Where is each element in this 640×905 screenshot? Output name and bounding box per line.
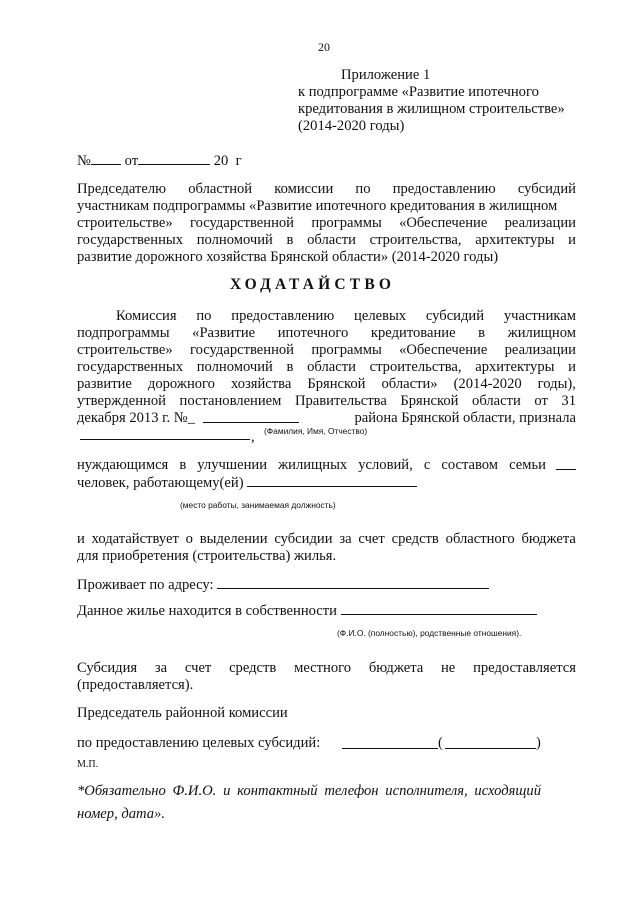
word: развитие [77,376,132,392]
word: бюджета [521,531,576,547]
word: субсидий [517,181,576,197]
word: счет [184,660,212,676]
footnote-line: номер, дата». [77,806,166,822]
word: о [185,531,193,547]
word: Ф.И.О. [172,783,217,799]
word: Комиссия [116,308,177,324]
footnote-line [77,782,541,800]
body-line [77,375,576,393]
number-blank [91,151,121,165]
word: программы [311,215,382,231]
word: программы [311,342,382,358]
addressee-line [77,214,576,232]
word: дорожного [147,376,215,392]
word: не [441,660,456,676]
word: Правительства [294,393,387,409]
word: 31 [561,393,576,409]
word: в [478,325,486,341]
word: полномочий [196,232,273,248]
word: строительства, [369,359,462,375]
word: улучшении [197,457,268,473]
word: субсидий [425,308,485,324]
word: Брянской [307,376,366,392]
word: исполнителя, [385,783,468,799]
chairman-title: Председатель районной комиссии [77,705,288,721]
ownership-line [77,601,537,620]
word: государственных [77,359,184,375]
word: исходящий [474,783,541,799]
word: за [154,660,168,676]
word: строительстве» [77,342,173,358]
word: от [534,393,548,409]
word: реализации [504,215,576,231]
subsidy-line: (предоставляется). [77,677,194,693]
word: ходатайствует [91,531,179,547]
fio-blank [80,439,250,440]
word: утвержденной [77,393,166,409]
year-suffix: г [235,153,242,169]
word: с [423,457,431,473]
appendix-line: к подпрограмме «Развитие ипотечного [298,84,539,100]
word: хозяйства [230,376,292,392]
work-blank [247,473,417,487]
word: области [307,232,356,248]
works-label: человек, работающему(ей) [77,475,244,491]
word: «Обеспечение [399,215,488,231]
word: жилищных [278,457,348,473]
word: подпрограммы [77,325,170,341]
word: государственной [189,215,294,231]
word: государственных [77,232,184,248]
appendix-title: Приложение 1 [341,67,431,83]
word: «Обеспечение [399,342,488,358]
word: области [472,393,521,409]
word: в [286,232,294,248]
body-line [77,392,576,410]
word: областного [445,531,515,547]
body-line [77,409,576,427]
word: комиссии [274,181,334,197]
word: *Обязательно [77,783,166,799]
word: Председателю [77,181,167,197]
addressee-line [77,180,576,198]
addressee-line [77,231,576,249]
word: предоставлению [392,181,496,197]
doc-number-line [77,151,242,170]
work-hint: (место работы, занимаемая должность) [180,500,336,510]
word: (2014-2020 [453,376,522,392]
word: участникам [503,308,576,324]
word: выделении [199,531,268,547]
word: жилищном [507,325,576,341]
signature-name-blank [445,748,536,749]
word: годы), [537,376,576,392]
body-line [77,530,576,548]
ownership-label: Данное жилье находится в собственности [77,603,337,619]
word: средств [391,531,439,547]
body-line [77,324,576,342]
word: средств [229,660,277,676]
word: и [77,531,85,547]
word: субсидии [274,531,333,547]
subsidy-line [77,659,576,677]
word: полномочий [196,359,273,375]
signature-open-paren: ( [438,735,443,751]
word: государственной [189,342,294,358]
word: предоставлению [231,308,335,324]
body-line [77,456,576,474]
word: контактный [237,783,318,799]
ownership-hint: (Ф.И.О. (полностью), родственные отношения). [337,628,522,638]
word: нуждающимся [77,457,169,473]
word: за [339,531,352,547]
body-line [116,307,576,325]
signature-close-paren: ) [536,735,541,751]
word: Брянской [400,393,459,409]
date-blank [138,151,210,165]
word: семьи [509,457,546,473]
word: предоставляется [473,660,576,676]
addressee-line: участникам подпрограммы «Развитие ипотечного кредитования в жилищном [77,198,558,214]
stamp-mark: М.П. [77,759,99,770]
address-blank [217,575,489,589]
appendix-line: (2014-2020 годы) [298,118,405,134]
address-line [77,575,489,594]
page-number: 20 [318,40,330,54]
word: счет [358,531,385,547]
word: ипотечного [277,325,349,341]
word: архитектуры [475,359,555,375]
word: кредитование [370,325,456,341]
word: по [196,308,212,324]
word: местного [294,660,352,676]
address-label: Проживает по адресу: [77,577,214,593]
word: архитектуры [475,232,555,248]
appendix-line: кредитования в жилищном строительстве» [298,101,565,117]
year: 20 [213,153,229,169]
word: «Развитие [192,325,256,341]
family-size-blank [556,456,576,470]
body-line [77,341,576,359]
document-title: ХОДАТАЙСТВО [230,276,396,293]
word: и [223,783,231,799]
word: области» [381,376,438,392]
decree-date: декабря 2013 г. №_ [77,410,196,426]
fio-hint: (Фамилия, Имя, Отчество) [264,426,368,436]
body-line [77,473,417,492]
word: областной [188,181,253,197]
word: строительства, [369,232,462,248]
from-label: от [124,153,139,169]
word: Субсидия [77,660,138,676]
word: в [286,359,294,375]
body-line [77,358,576,376]
word: условий, [358,457,413,473]
word: реализации [504,342,576,358]
body-line: для приобретения (строительства) жилья. [77,548,337,564]
word: области [307,359,356,375]
addressee-line: развитие дорожного хозяйства Брянской области» (2014-2020 годы) [77,249,499,265]
word: строительстве» [77,215,173,231]
district-blank [203,409,299,423]
word: постановлением [179,393,282,409]
ownership-blank [341,601,537,615]
chairman-subtitle: по предоставлению целевых субсидий: [77,735,321,751]
word: и [568,359,576,375]
word: по [355,181,371,197]
number-label: № [77,153,91,169]
signature-blank [342,748,438,749]
fio-comma: , [251,429,255,445]
decree-tail: района Брянской области, признала [354,410,576,426]
word: составом [441,457,499,473]
word: в [179,457,187,473]
word: целевых [354,308,407,324]
word: и [568,232,576,248]
word: бюджета [368,660,424,676]
word: телефон [324,783,379,799]
